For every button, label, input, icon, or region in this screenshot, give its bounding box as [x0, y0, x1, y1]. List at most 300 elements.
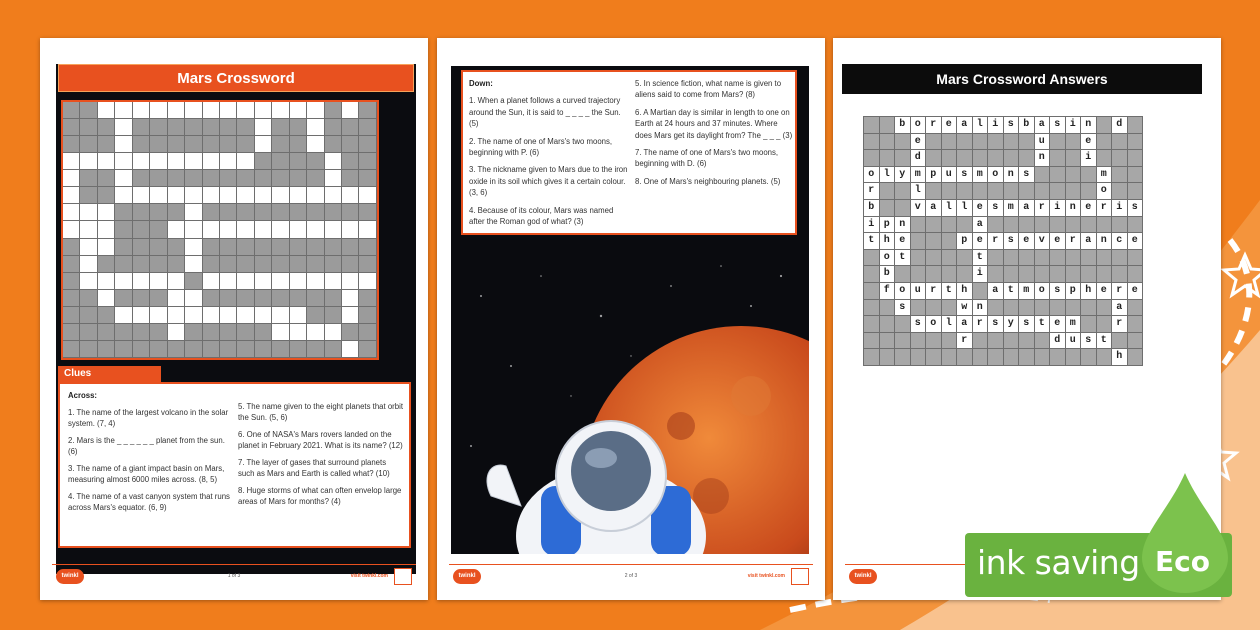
crossword-cell[interactable]: [237, 187, 254, 204]
crossword-cell[interactable]: [115, 324, 132, 341]
crossword-cell[interactable]: [307, 324, 324, 341]
answer-cell: [864, 316, 880, 333]
crossword-cell[interactable]: [98, 273, 115, 290]
crossword-grid: [63, 102, 377, 358]
crossword-cell[interactable]: [359, 170, 376, 187]
answer-cell: [1004, 217, 1020, 234]
crossword-cell[interactable]: [325, 119, 342, 136]
crossword-cell[interactable]: [150, 256, 167, 273]
crossword-cell[interactable]: [290, 324, 307, 341]
crossword-cell[interactable]: [290, 153, 307, 170]
crossword-cell[interactable]: [325, 256, 342, 273]
crossword-cell[interactable]: [255, 119, 272, 136]
crossword-cell[interactable]: [98, 136, 115, 153]
crossword-cell[interactable]: [63, 324, 80, 341]
answer-cell: [1004, 183, 1020, 200]
answer-cell: [1097, 217, 1113, 234]
answer-cell: e: [1128, 283, 1144, 300]
crossword-cell[interactable]: [63, 221, 80, 238]
crossword-cell[interactable]: [325, 307, 342, 324]
crossword-cell[interactable]: [168, 324, 185, 341]
crossword-cell[interactable]: [255, 341, 272, 358]
crossword-cell[interactable]: [98, 204, 115, 221]
crossword-cell[interactable]: [359, 204, 376, 221]
crossword-cell[interactable]: [80, 221, 97, 238]
crossword-cell[interactable]: [290, 170, 307, 187]
crossword-cell[interactable]: [342, 170, 359, 187]
crossword-cell[interactable]: [63, 290, 80, 307]
crossword-cell[interactable]: [115, 119, 132, 136]
crossword-cell[interactable]: [115, 239, 132, 256]
crossword-cell[interactable]: [185, 204, 202, 221]
crossword-cell[interactable]: [359, 307, 376, 324]
crossword-cell[interactable]: [237, 119, 254, 136]
crossword-cell[interactable]: [133, 153, 150, 170]
crossword-cell[interactable]: [307, 239, 324, 256]
answer-cell: [1128, 150, 1144, 167]
crossword-cell[interactable]: [98, 221, 115, 238]
answer-cell: m: [1019, 283, 1035, 300]
answer-cell: s: [1050, 283, 1066, 300]
crossword-cell[interactable]: [80, 204, 97, 221]
crossword-cell[interactable]: [290, 136, 307, 153]
crossword-cell[interactable]: [255, 324, 272, 341]
crossword-cell[interactable]: [359, 136, 376, 153]
crossword-cell[interactable]: [203, 204, 220, 221]
crossword-cell[interactable]: [290, 204, 307, 221]
crossword-cell[interactable]: [168, 204, 185, 221]
crossword-cell[interactable]: [325, 290, 342, 307]
crossword-cell[interactable]: [115, 273, 132, 290]
crossword-cell[interactable]: [80, 153, 97, 170]
crossword-cell[interactable]: [307, 256, 324, 273]
crossword-cell[interactable]: [133, 239, 150, 256]
crossword-cell[interactable]: [359, 256, 376, 273]
crossword-cell[interactable]: [63, 187, 80, 204]
crossword-cell[interactable]: [115, 187, 132, 204]
crossword-cell[interactable]: [307, 221, 324, 238]
crossword-cell[interactable]: [168, 290, 185, 307]
crossword-cell[interactable]: [342, 341, 359, 358]
crossword-cell[interactable]: [342, 204, 359, 221]
crossword-cell[interactable]: [203, 324, 220, 341]
crossword-cell[interactable]: [237, 290, 254, 307]
crossword-cell[interactable]: [342, 307, 359, 324]
crossword-cell[interactable]: [115, 136, 132, 153]
crossword-cell[interactable]: [359, 239, 376, 256]
crossword-cell[interactable]: [63, 170, 80, 187]
crossword-cell[interactable]: [133, 119, 150, 136]
crossword-cell[interactable]: [237, 239, 254, 256]
crossword-cell[interactable]: [220, 187, 237, 204]
crossword-cell[interactable]: [220, 204, 237, 221]
crossword-cell[interactable]: [115, 204, 132, 221]
crossword-cell[interactable]: [80, 239, 97, 256]
crossword-cell[interactable]: [150, 187, 167, 204]
crossword-cell[interactable]: [98, 307, 115, 324]
crossword-cell[interactable]: [272, 170, 289, 187]
crossword-cell[interactable]: [80, 256, 97, 273]
clue-across-3: 3. The name of a giant impact basin on Mars, measuring almost 6000 miles across. (8, 5): [68, 464, 225, 484]
crossword-cell[interactable]: [98, 119, 115, 136]
crossword-cell[interactable]: [220, 170, 237, 187]
crossword-cell[interactable]: [220, 102, 237, 119]
crossword-cell[interactable]: [63, 307, 80, 324]
crossword-cell[interactable]: [185, 341, 202, 358]
crossword-cell[interactable]: [185, 256, 202, 273]
crossword-cell[interactable]: [115, 341, 132, 358]
crossword-cell[interactable]: [272, 102, 289, 119]
answer-cell: [1019, 349, 1035, 366]
crossword-cell[interactable]: [342, 273, 359, 290]
crossword-cell[interactable]: [203, 119, 220, 136]
answer-cell: [957, 150, 973, 167]
crossword-cell[interactable]: [115, 170, 132, 187]
crossword-cell[interactable]: [133, 102, 150, 119]
crossword-cell[interactable]: [272, 273, 289, 290]
crossword-cell[interactable]: [133, 221, 150, 238]
crossword-cell[interactable]: [359, 290, 376, 307]
crossword-cell[interactable]: [325, 153, 342, 170]
crossword-cell[interactable]: [342, 221, 359, 238]
crossword-cell[interactable]: [150, 153, 167, 170]
answer-cell: [895, 316, 911, 333]
crossword-cell[interactable]: [98, 187, 115, 204]
crossword-cell[interactable]: [63, 239, 80, 256]
crossword-cell[interactable]: [220, 239, 237, 256]
crossword-cell[interactable]: [63, 204, 80, 221]
crossword-cell[interactable]: [325, 136, 342, 153]
crossword-cell[interactable]: [255, 273, 272, 290]
answer-cell: e: [1019, 233, 1035, 250]
crossword-cell[interactable]: [168, 239, 185, 256]
crossword-cell[interactable]: [272, 153, 289, 170]
crossword-cell[interactable]: [272, 290, 289, 307]
crossword-cell[interactable]: [255, 256, 272, 273]
crossword-cell[interactable]: [342, 119, 359, 136]
crossword-cell[interactable]: [220, 136, 237, 153]
crossword-cell[interactable]: [290, 290, 307, 307]
answer-cell: [1097, 150, 1113, 167]
crossword-cell[interactable]: [133, 204, 150, 221]
crossword-cell[interactable]: [168, 256, 185, 273]
crossword-cell[interactable]: [150, 273, 167, 290]
crossword-cell[interactable]: [325, 204, 342, 221]
crossword-cell[interactable]: [307, 170, 324, 187]
crossword-cell[interactable]: [203, 102, 220, 119]
crossword-cell[interactable]: [98, 153, 115, 170]
crossword-cell[interactable]: [237, 324, 254, 341]
crossword-cell[interactable]: [342, 239, 359, 256]
crossword-cell[interactable]: [150, 239, 167, 256]
crossword-cell[interactable]: [237, 153, 254, 170]
crossword-cell[interactable]: [133, 273, 150, 290]
crossword-cell[interactable]: [220, 273, 237, 290]
crossword-cell[interactable]: [203, 187, 220, 204]
crossword-cell[interactable]: [237, 136, 254, 153]
crossword-cell[interactable]: [255, 136, 272, 153]
crossword-cell[interactable]: [290, 119, 307, 136]
crossword-cell[interactable]: [342, 324, 359, 341]
crossword-cell[interactable]: [220, 256, 237, 273]
crossword-cell[interactable]: [342, 136, 359, 153]
crossword-cell[interactable]: [185, 170, 202, 187]
crossword-cell[interactable]: [307, 119, 324, 136]
crossword-cell[interactable]: [168, 187, 185, 204]
crossword-cell[interactable]: [185, 187, 202, 204]
crossword-cell[interactable]: [272, 119, 289, 136]
crossword-cell[interactable]: [80, 187, 97, 204]
crossword-cell[interactable]: [237, 102, 254, 119]
crossword-cell[interactable]: [168, 170, 185, 187]
crossword-cell[interactable]: [168, 136, 185, 153]
crossword-cell[interactable]: [220, 153, 237, 170]
crossword-cell[interactable]: [203, 136, 220, 153]
crossword-cell[interactable]: [325, 239, 342, 256]
crossword-cell[interactable]: [307, 273, 324, 290]
crossword-cell[interactable]: [220, 221, 237, 238]
crossword-cell[interactable]: [290, 273, 307, 290]
crossword-cell[interactable]: [307, 307, 324, 324]
crossword-cell[interactable]: [290, 256, 307, 273]
clue-down-2: 2. The name of one of Mars's two moons, beginning with P. (6): [469, 136, 613, 158]
crossword-cell[interactable]: [255, 221, 272, 238]
crossword-cell[interactable]: [80, 273, 97, 290]
crossword-cell[interactable]: [203, 256, 220, 273]
crossword-cell[interactable]: [150, 307, 167, 324]
crossword-cell[interactable]: [359, 187, 376, 204]
crossword-cell[interactable]: [325, 221, 342, 238]
crossword-cell[interactable]: [272, 324, 289, 341]
crossword-cell[interactable]: [290, 239, 307, 256]
crossword-cell[interactable]: [237, 307, 254, 324]
crossword-cell[interactable]: [150, 324, 167, 341]
crossword-cell[interactable]: [255, 239, 272, 256]
crossword-cell[interactable]: [133, 256, 150, 273]
crossword-cell[interactable]: [98, 341, 115, 358]
crossword-cell[interactable]: [359, 102, 376, 119]
crossword-cell[interactable]: [185, 324, 202, 341]
crossword-cell[interactable]: [168, 307, 185, 324]
crossword-cell[interactable]: [115, 290, 132, 307]
crossword-cell[interactable]: [185, 102, 202, 119]
crossword-cell[interactable]: [272, 341, 289, 358]
crossword-cell[interactable]: [168, 119, 185, 136]
answer-cell: n: [1004, 167, 1020, 184]
crossword-cell[interactable]: [150, 102, 167, 119]
crossword-cell[interactable]: [168, 341, 185, 358]
answer-cell: [1112, 266, 1128, 283]
crossword-cell[interactable]: [255, 187, 272, 204]
crossword-cell[interactable]: [237, 273, 254, 290]
crossword-cell[interactable]: [80, 136, 97, 153]
crossword-cell[interactable]: [185, 239, 202, 256]
crossword-cell[interactable]: [80, 119, 97, 136]
crossword-cell[interactable]: [63, 119, 80, 136]
crossword-cell[interactable]: [203, 221, 220, 238]
crossword-cell[interactable]: [115, 256, 132, 273]
crossword-cell[interactable]: [342, 290, 359, 307]
crossword-cell[interactable]: [203, 341, 220, 358]
quality-badge-icon: [394, 568, 412, 585]
crossword-cell[interactable]: [272, 221, 289, 238]
crossword-cell[interactable]: [237, 256, 254, 273]
crossword-cell[interactable]: [98, 290, 115, 307]
down-clues-box: [461, 70, 797, 235]
crossword-cell[interactable]: [115, 153, 132, 170]
crossword-cell[interactable]: [133, 307, 150, 324]
crossword-cell[interactable]: [325, 170, 342, 187]
crossword-cell[interactable]: [272, 204, 289, 221]
crossword-cell[interactable]: [133, 187, 150, 204]
crossword-cell[interactable]: [237, 341, 254, 358]
crossword-cell[interactable]: [133, 290, 150, 307]
crossword-cell[interactable]: [80, 290, 97, 307]
crossword-cell[interactable]: [237, 221, 254, 238]
answer-cell: [1112, 217, 1128, 234]
crossword-cell[interactable]: [115, 102, 132, 119]
crossword-cell[interactable]: [220, 119, 237, 136]
crossword-cell[interactable]: [203, 290, 220, 307]
crossword-cell[interactable]: [98, 324, 115, 341]
crossword-cell[interactable]: [168, 153, 185, 170]
crossword-cell[interactable]: [168, 221, 185, 238]
crossword-cell[interactable]: [307, 153, 324, 170]
crossword-cell[interactable]: [80, 170, 97, 187]
crossword-cell[interactable]: [133, 324, 150, 341]
answer-cell: t: [895, 250, 911, 267]
answer-cell: [988, 250, 1004, 267]
crossword-cell[interactable]: [150, 119, 167, 136]
crossword-cell[interactable]: [290, 102, 307, 119]
crossword-cell[interactable]: [325, 341, 342, 358]
crossword-cell[interactable]: [255, 102, 272, 119]
crossword-cell[interactable]: [220, 341, 237, 358]
crossword-cell[interactable]: [359, 153, 376, 170]
crossword-cell[interactable]: [63, 153, 80, 170]
crossword-cell[interactable]: [98, 102, 115, 119]
answer-cell: [1097, 316, 1113, 333]
crossword-cell[interactable]: [150, 341, 167, 358]
crossword-cell[interactable]: [63, 256, 80, 273]
crossword-cell[interactable]: [133, 136, 150, 153]
crossword-cell[interactable]: [168, 273, 185, 290]
crossword-cell[interactable]: [203, 273, 220, 290]
crossword-cell[interactable]: [220, 290, 237, 307]
crossword-cell[interactable]: [150, 290, 167, 307]
crossword-cell[interactable]: [220, 307, 237, 324]
crossword-cell[interactable]: [290, 307, 307, 324]
crossword-cell[interactable]: [359, 341, 376, 358]
crossword-cell[interactable]: [255, 153, 272, 170]
crossword-cell[interactable]: [185, 136, 202, 153]
crossword-cell[interactable]: [185, 153, 202, 170]
crossword-cell[interactable]: [98, 256, 115, 273]
crossword-cell[interactable]: [325, 324, 342, 341]
crossword-cell[interactable]: [272, 256, 289, 273]
crossword-cell[interactable]: [80, 102, 97, 119]
answer-cell: [926, 349, 942, 366]
crossword-cell[interactable]: [342, 153, 359, 170]
crossword-cell[interactable]: [307, 102, 324, 119]
crossword-cell[interactable]: [133, 170, 150, 187]
crossword-cell[interactable]: [359, 119, 376, 136]
answer-cell: [1081, 300, 1097, 317]
crossword-cell[interactable]: [203, 239, 220, 256]
crossword-cell[interactable]: [307, 290, 324, 307]
crossword-cell[interactable]: [325, 187, 342, 204]
crossword-cell[interactable]: [133, 341, 150, 358]
crossword-cell[interactable]: [290, 187, 307, 204]
crossword-cell[interactable]: [220, 324, 237, 341]
crossword-cell[interactable]: [255, 307, 272, 324]
crossword-cell[interactable]: [290, 341, 307, 358]
crossword-cell[interactable]: [307, 204, 324, 221]
crossword-cell[interactable]: [325, 102, 342, 119]
crossword-cell[interactable]: [185, 273, 202, 290]
crossword-cell[interactable]: [185, 119, 202, 136]
crossword-cell[interactable]: [150, 221, 167, 238]
crossword-cell[interactable]: [150, 136, 167, 153]
crossword-cell[interactable]: [359, 221, 376, 238]
crossword-cell[interactable]: [237, 204, 254, 221]
crossword-cell[interactable]: [115, 307, 132, 324]
crossword-cell[interactable]: [80, 341, 97, 358]
answer-cell: [1019, 266, 1035, 283]
crossword-cell[interactable]: [307, 187, 324, 204]
crossword-cell[interactable]: [272, 307, 289, 324]
crossword-cell[interactable]: [342, 187, 359, 204]
crossword-cell[interactable]: [255, 290, 272, 307]
crossword-cell[interactable]: [203, 153, 220, 170]
crossword-cell[interactable]: [203, 307, 220, 324]
crossword-cell[interactable]: [203, 170, 220, 187]
answer-cell: [1050, 167, 1066, 184]
crossword-cell[interactable]: [185, 290, 202, 307]
crossword-cell[interactable]: [185, 221, 202, 238]
crossword-cell[interactable]: [150, 204, 167, 221]
answer-cell: [1081, 167, 1097, 184]
crossword-cell[interactable]: [63, 273, 80, 290]
crossword-cell[interactable]: [80, 307, 97, 324]
crossword-cell[interactable]: [307, 341, 324, 358]
crossword-cell[interactable]: [63, 341, 80, 358]
crossword-cell[interactable]: [168, 102, 185, 119]
crossword-cell[interactable]: [255, 170, 272, 187]
crossword-cell[interactable]: [307, 136, 324, 153]
crossword-cell[interactable]: [272, 239, 289, 256]
crossword-cell[interactable]: [359, 324, 376, 341]
answer-cell: [1004, 333, 1020, 350]
crossword-cell[interactable]: [98, 239, 115, 256]
crossword-cell[interactable]: [325, 273, 342, 290]
crossword-cell[interactable]: [80, 324, 97, 341]
crossword-cell[interactable]: [185, 307, 202, 324]
crossword-cell[interactable]: [272, 187, 289, 204]
crossword-cell[interactable]: [150, 170, 167, 187]
crossword-cell[interactable]: [255, 204, 272, 221]
crossword-cell[interactable]: [237, 170, 254, 187]
crossword-cell[interactable]: [98, 170, 115, 187]
crossword-cell[interactable]: [342, 102, 359, 119]
crossword-cell[interactable]: [342, 256, 359, 273]
crossword-cell[interactable]: [63, 102, 80, 119]
crossword-cell[interactable]: [290, 221, 307, 238]
crossword-cell[interactable]: [115, 221, 132, 238]
crossword-cell[interactable]: [359, 273, 376, 290]
crossword-cell[interactable]: [63, 136, 80, 153]
crossword-cell[interactable]: [272, 136, 289, 153]
